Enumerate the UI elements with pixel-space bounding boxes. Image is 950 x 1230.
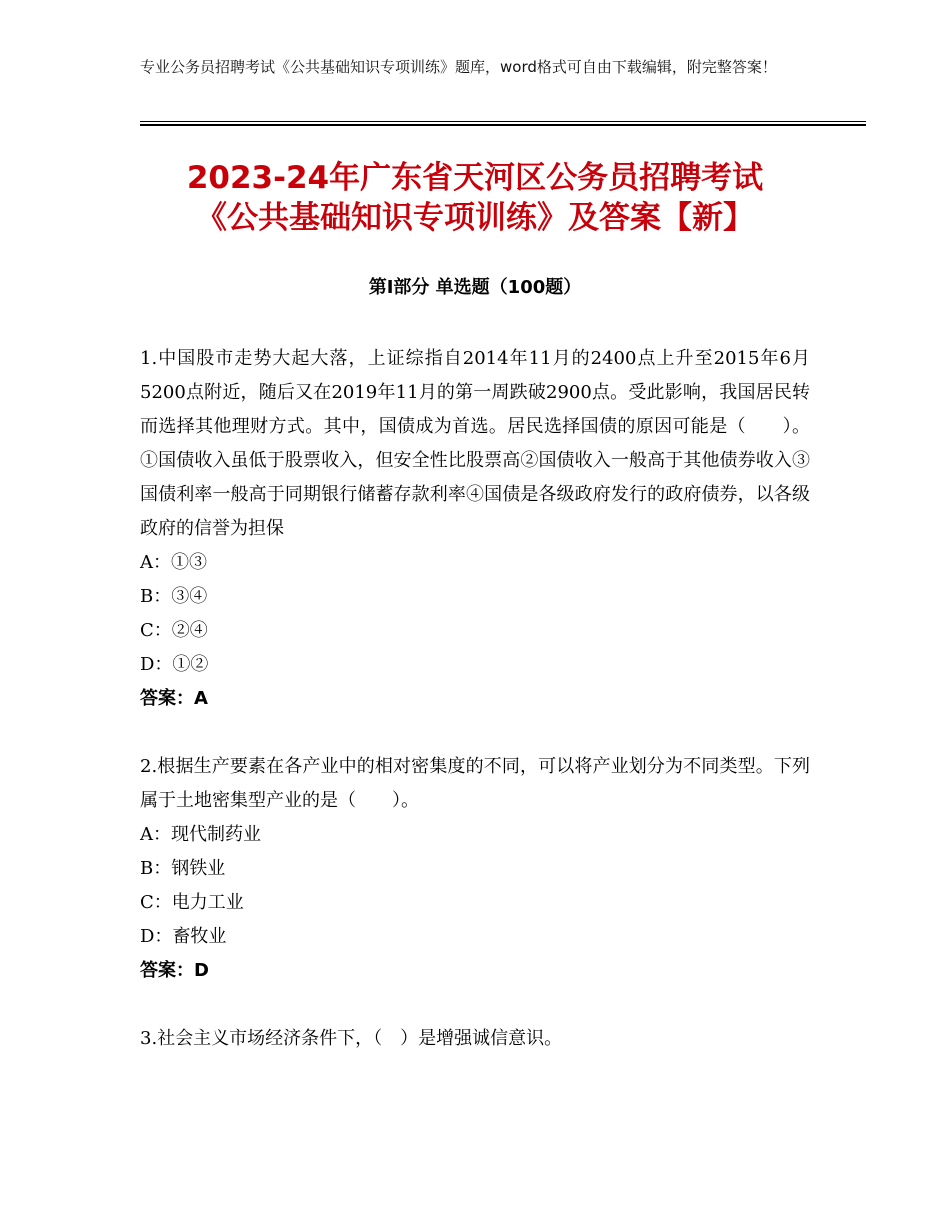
- header-note: 专业公务员招聘考试《公共基础知识专项训练》题库，word格式可自由下载编辑，附完整答案！: [140, 58, 777, 76]
- question-2: [140, 750, 810, 988]
- option-b: B：钢铁业: [140, 858, 226, 879]
- question-stem: 2.根据生产要素在各产业中的相对密集度的不同，可以将产业划分为不同类型。下列属于土地密集型产业的是（ ）。: [140, 756, 810, 811]
- question-3: [140, 1022, 810, 1056]
- option-c: C：②④: [140, 620, 208, 641]
- header-divider-thick: [140, 124, 866, 126]
- option-a: A：现代制药业: [140, 824, 261, 845]
- section-heading: 第Ⅰ部分 单选题（100题）: [368, 277, 582, 298]
- option-a: A：①③: [140, 552, 207, 573]
- option-b: B：③④: [140, 586, 208, 607]
- question-stem: 1.中国股市走势大起大落，上证综指自2014年11月的2400点上升至2015年6月5200点附近，随后又在2019年11月的第一周跌破2900点。受此影响，我国居民转而选择其他理财方式。其中，国债成为首选。居民选择国债的原因可能是（ ）。①国债收入虽低于股票收入，但安全性比股票高②国债收入一般高于其他债券收入③国债利率一般高于同期银行储蓄存款利率④国债是各级政府发行的政府债券，以各级政府的信誉为担保: [140, 348, 810, 539]
- question-list: [140, 342, 810, 1090]
- header-divider-thin: [140, 121, 866, 122]
- title-line-2: 《公共基础知识专项训练》及答案【新】: [196, 200, 754, 236]
- document-title: [110, 158, 840, 238]
- question-1: [140, 342, 810, 716]
- option-d: D：畜牧业: [140, 926, 227, 947]
- title-line-1: 2023-24年广东省天河区公务员招聘考试: [186, 160, 764, 196]
- question-stem: 3.社会主义市场经济条件下，（ ）是增强诚信意识。: [140, 1028, 563, 1049]
- answer: 答案：A: [140, 688, 208, 709]
- answer: 答案：D: [140, 960, 209, 981]
- option-c: C：电力工业: [140, 892, 244, 913]
- option-d: D：①②: [140, 654, 209, 675]
